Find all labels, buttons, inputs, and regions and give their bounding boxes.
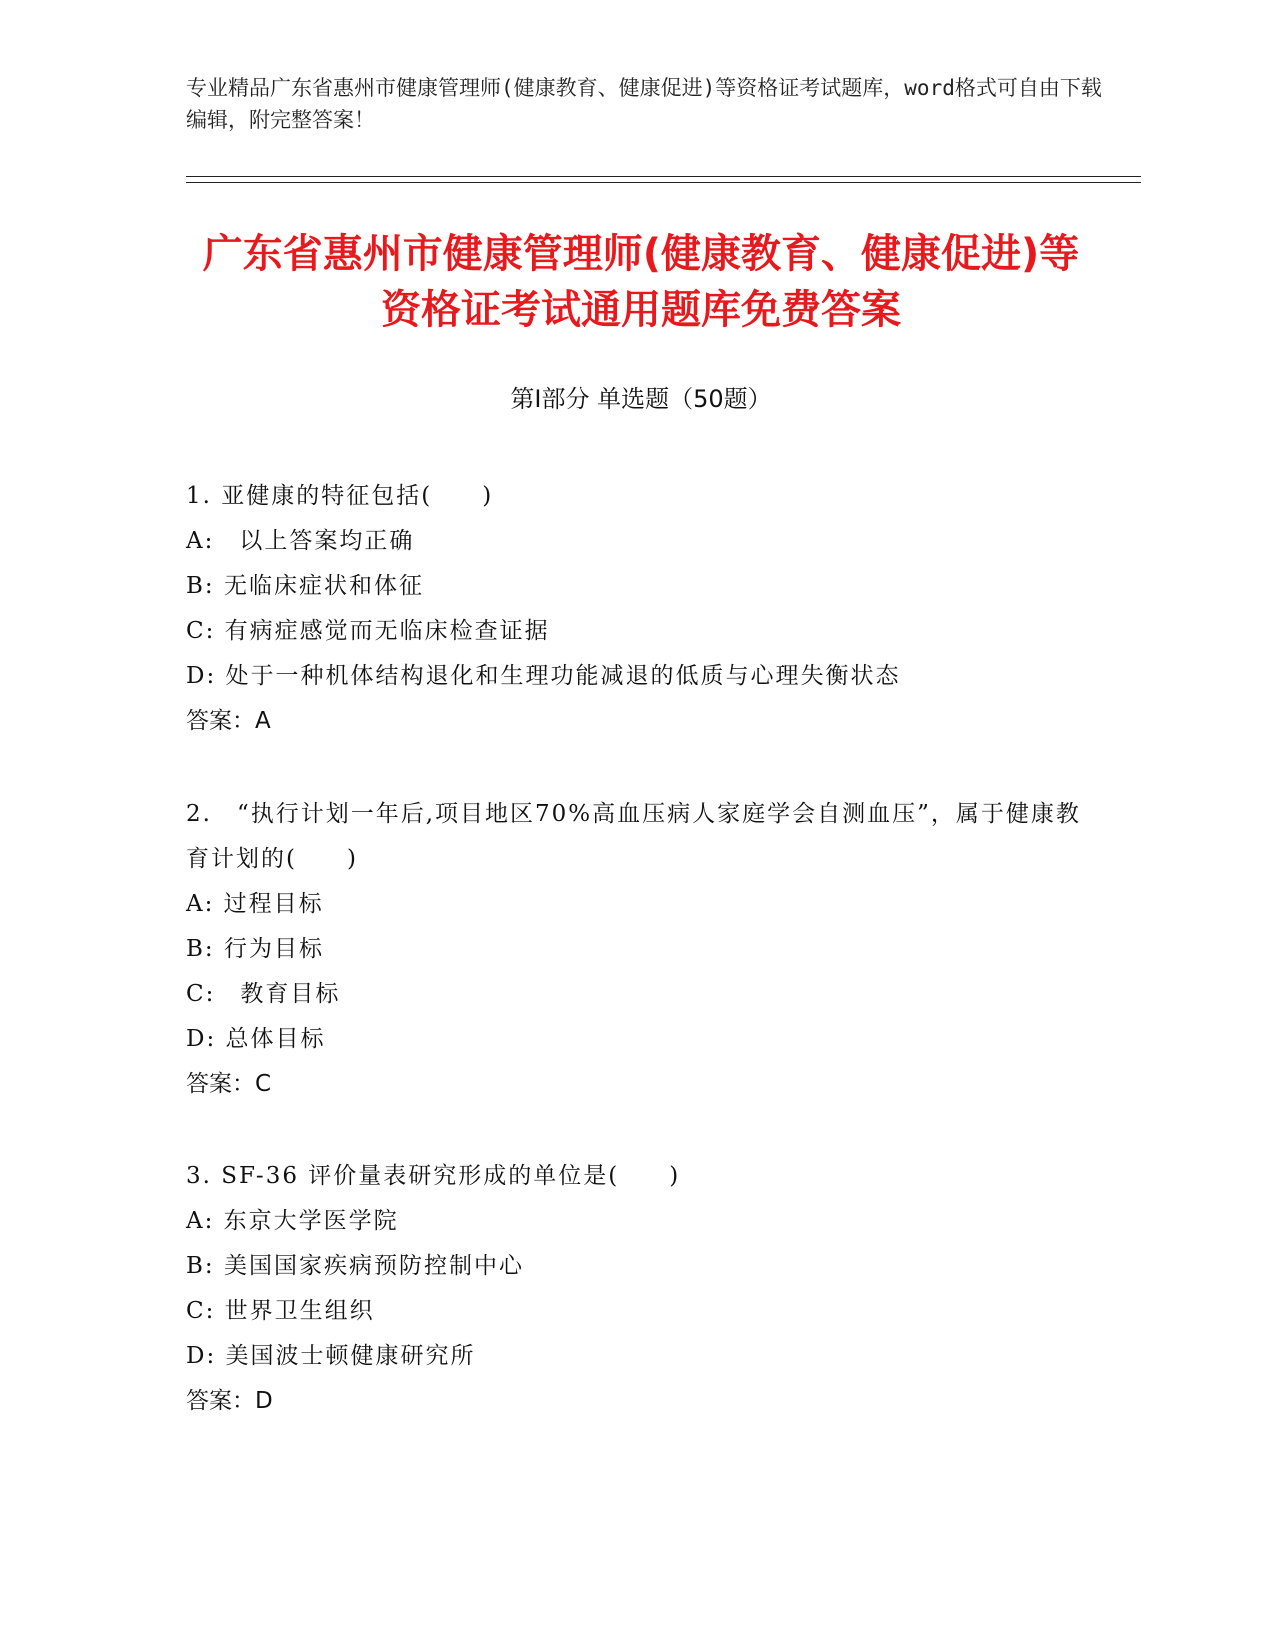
header-note: 专业精品广东省惠州市健康管理师(健康教育、健康促进)等资格证考试题库，word格式可自由下载编辑，附完整答案！ bbox=[186, 76, 1102, 132]
option-c: C: 有病症感觉而无临床检查证据 bbox=[186, 618, 550, 644]
option-c: C: 世界卫生组织 bbox=[186, 1298, 375, 1324]
question-stem: 3. SF-36 评价量表研究形成的单位是( ) bbox=[186, 1163, 681, 1189]
option-a: A: 东京大学医学院 bbox=[186, 1208, 399, 1234]
option-a: A: 以上答案均正确 bbox=[186, 528, 415, 554]
question-1 bbox=[186, 474, 1086, 744]
section-heading: 第Ⅰ部分 单选题（50题） bbox=[510, 385, 772, 413]
option-c: C: 教育目标 bbox=[186, 981, 341, 1007]
answer-line: 答案：A bbox=[186, 708, 271, 734]
option-d: D: 美国波士顿健康研究所 bbox=[186, 1343, 476, 1369]
question-3 bbox=[186, 1154, 1086, 1424]
option-d: D: 处于一种机体结构退化和生理功能减退的低质与心理失衡状态 bbox=[186, 663, 901, 689]
answer-line: 答案：C bbox=[186, 1071, 272, 1097]
question-stem: 1. 亚健康的特征包括( ) bbox=[186, 483, 494, 509]
option-b: B: 美国国家疾病预防控制中心 bbox=[186, 1253, 524, 1279]
header-divider-bottom bbox=[186, 182, 1141, 183]
option-d: D: 总体目标 bbox=[186, 1026, 326, 1052]
option-a: A: 过程目标 bbox=[186, 891, 324, 917]
question-2 bbox=[186, 792, 1086, 1107]
answer-line: 答案：D bbox=[186, 1388, 273, 1414]
question-stem: 2. “执行计划一年后,项目地区70%高血压病人家庭学会自测血压”，属于健康教育计划的( ) bbox=[186, 801, 1081, 872]
option-b: B: 无临床症状和体征 bbox=[186, 573, 424, 599]
option-b: B: 行为目标 bbox=[186, 936, 324, 962]
header-divider-top bbox=[186, 176, 1141, 177]
document-title: 广东省惠州市健康管理师(健康教育、健康促进)等资格证考试通用题库免费答案 bbox=[202, 231, 1080, 333]
